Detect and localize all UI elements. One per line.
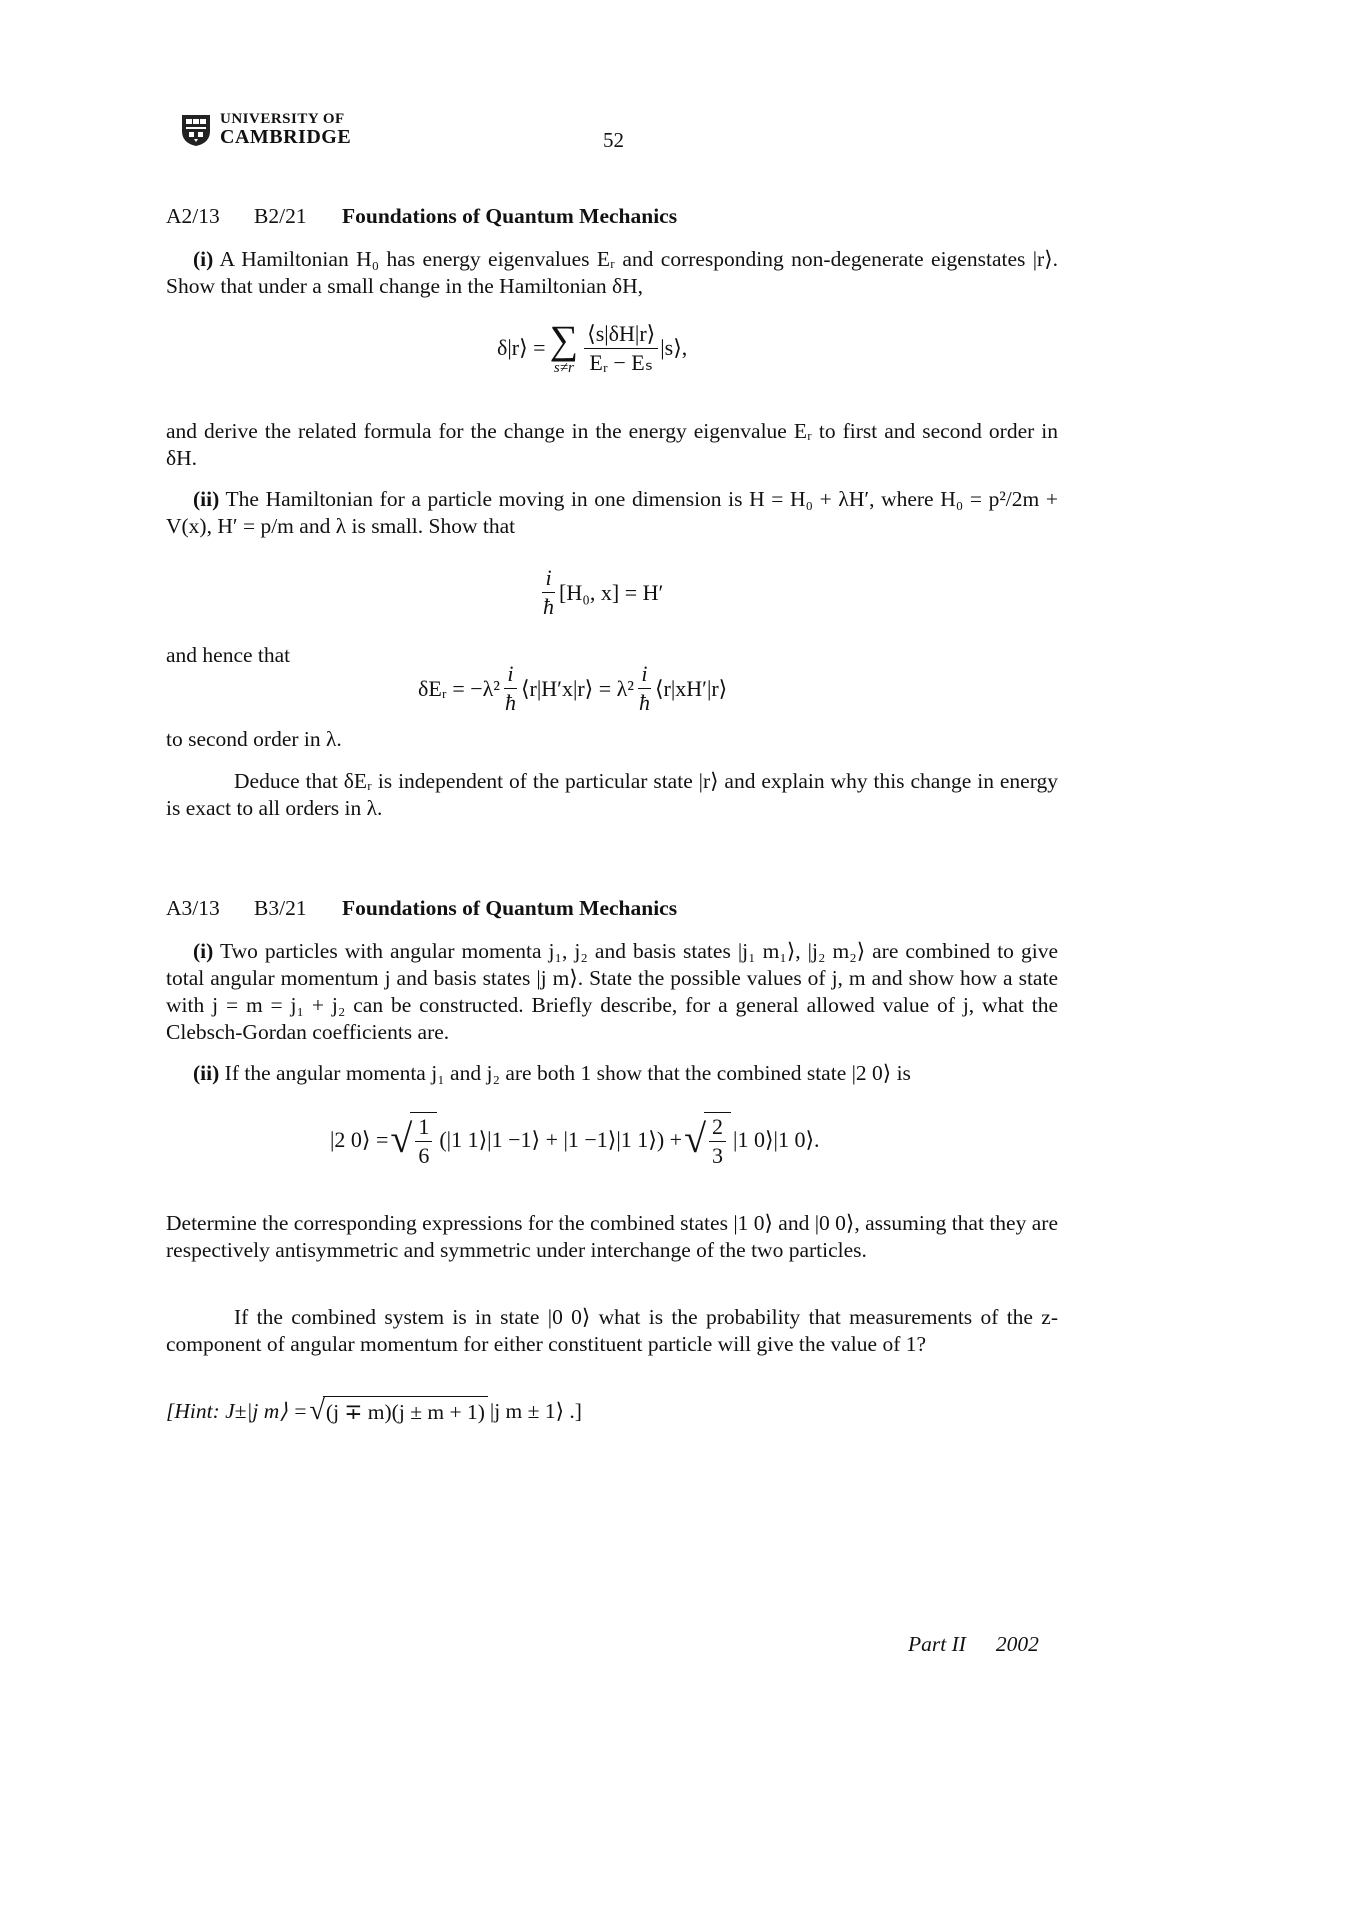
q2-part-ii-label: (ii): [193, 1061, 220, 1085]
and-hence: and hence that: [166, 643, 291, 667]
q1-part-ii: [166, 486, 1058, 540]
sqrt-two-thirds: √ $\frac{2}{3}$: [684, 1112, 731, 1168]
equation-1: [497, 317, 688, 376]
eq2-rest: [H₀, x] = H′: [559, 579, 664, 605]
university-logo: [180, 112, 351, 147]
eq3-part-b: ⟨r|H′x|r⟩ = λ²: [520, 675, 634, 701]
sqrt-one-sixth: √ $\frac{1}{6}$: [390, 1112, 437, 1168]
hint-tail: |j m ± 1⟩ .]: [489, 1398, 582, 1423]
eq2-denominator: ħ: [543, 594, 554, 619]
hint: [166, 1396, 582, 1426]
equation-2: [538, 566, 663, 619]
q2-part-i-text: Two particles with angular momenta j₁, j₂ and basis states |j₁ m₁⟩, |j₂ m₂⟩ are combined to give total angular momentum j and basis states |j m⟩. State the possible values of j, m and show how a state with j = m = j₁ + j₂ can be constructed. Briefly describe, for a general allowed value of j, what the Clebsch-Gordan coefficients are.: [166, 939, 1058, 1044]
q2-part-ii: [166, 1060, 1058, 1087]
eq3-part-c: ⟨r|xH′|r⟩: [654, 675, 728, 701]
question-1-code-b: B2/21: [254, 204, 307, 228]
q1-after-eq1: and derive the related formula for the change in the energy eigenvalue Eᵣ to first and second order in δH.: [166, 419, 1058, 470]
equation-4: [330, 1112, 820, 1168]
logo-line2: CAMBRIDGE: [220, 126, 352, 148]
eq1-tail: |s⟩,: [660, 335, 688, 360]
crest-icon: [180, 113, 212, 147]
eq3-fraction-2: [636, 662, 653, 715]
eq4-lhs: |2 0⟩ =: [330, 1127, 389, 1152]
q1-part-ii-label: (ii): [193, 487, 220, 511]
q2-determine: Determine the corresponding expressions for the combined states |1 0⟩ and |0 0⟩, assuming that they are respectively antisymmetric and symmetric under interchange of the two particles.: [166, 1211, 1058, 1262]
question-1-code-a: A2/13: [166, 204, 220, 228]
to-second-order: to second order in λ.: [166, 727, 342, 751]
footer-year: 2002: [995, 1632, 1039, 1656]
eq1-numerator: ⟨s|δH|r⟩: [584, 322, 658, 349]
eq4-fraction-1: [415, 1115, 432, 1168]
eq4-f1-numerator: 1: [415, 1115, 432, 1142]
q2-part-i-label: (i): [193, 939, 214, 963]
q2-part-ii-text: If the angular momenta j₁ and j₂ are both 1 show that the combined state |2 0⟩ is: [224, 1061, 911, 1085]
eq4-f2-denominator: 3: [712, 1143, 724, 1168]
hint-prefix: [Hint: J±|j m⟩ =: [166, 1398, 308, 1423]
sum-subscript: s≠r: [553, 360, 574, 376]
eq4-f1-denominator: 6: [418, 1143, 430, 1168]
question-2-code-a: A3/13: [166, 896, 220, 920]
question-1-header: [166, 204, 677, 229]
hint-root: (j ∓ m)(j ± m + 1): [323, 1396, 488, 1426]
eq1-lhs: δ|r⟩ =: [497, 335, 546, 360]
logo-line1: UNIVERSITY OF: [220, 111, 345, 127]
q1-deduce: Deduce that δEᵣ is independent of the particular state |r⟩ and explain why this change in energy is exact to all orders in λ.: [166, 769, 1058, 820]
q1-part-ii-text: The Hamiltonian for a particle moving in one dimension is H = H₀ + λH′, where H₀ = p²/2m + V(x), H′ = p/m and λ is small. Show that: [166, 487, 1059, 538]
q1-part-i-text: A Hamiltonian H₀ has energy eigenvalues Eᵣ and corresponding non-degenerate eigenstates |r⟩. Show that under a small change in the Hamiltonian δH,: [166, 247, 1058, 298]
equation-3: [418, 662, 727, 715]
eq1-fraction: [584, 322, 658, 375]
eq3-numerator-1: i: [504, 662, 516, 689]
eq4-f2-numerator: 2: [709, 1115, 726, 1142]
eq3-part-a: δEᵣ = −λ²: [418, 675, 500, 701]
question-2-header: [166, 896, 677, 921]
eq3-denominator-2: ħ: [638, 690, 650, 715]
question-2-code-b: B3/21: [254, 896, 307, 920]
eq2-fraction: [540, 566, 557, 619]
page-number: 52: [603, 128, 624, 152]
eq4-fraction-2: [709, 1115, 726, 1168]
q2-part-i: [166, 938, 1058, 1046]
eq3-numerator-2: i: [638, 662, 650, 689]
question-1-title: Foundations of Quantum Mechanics: [342, 204, 678, 228]
q1-part-i: [166, 246, 1058, 300]
footer: [908, 1632, 1039, 1657]
summation: ∑ s≠r: [549, 317, 579, 376]
hint-sqrt: √ (j ∓ m)(j ± m + 1): [310, 1396, 488, 1426]
footer-part: Part II: [908, 1632, 966, 1656]
question-2-title: Foundations of Quantum Mechanics: [342, 896, 678, 920]
eq2-numerator: i: [542, 566, 554, 593]
eq1-denominator: Eᵣ − Eₛ: [589, 349, 653, 375]
q1-part-i-label: (i): [193, 247, 214, 271]
eq4-middle: (|1 1⟩|1 −1⟩ + |1 −1⟩|1 1⟩) +: [439, 1127, 683, 1152]
eq3-denominator-1: ħ: [504, 690, 516, 715]
eq4-tail: |1 0⟩|1 0⟩.: [733, 1127, 820, 1152]
q2-probability: If the combined system is in state |0 0⟩ what is the probability that measurements of the z-component of angular momentum for either constituent particle will give the value of 1?: [166, 1305, 1058, 1356]
eq3-fraction-1: [502, 662, 519, 715]
